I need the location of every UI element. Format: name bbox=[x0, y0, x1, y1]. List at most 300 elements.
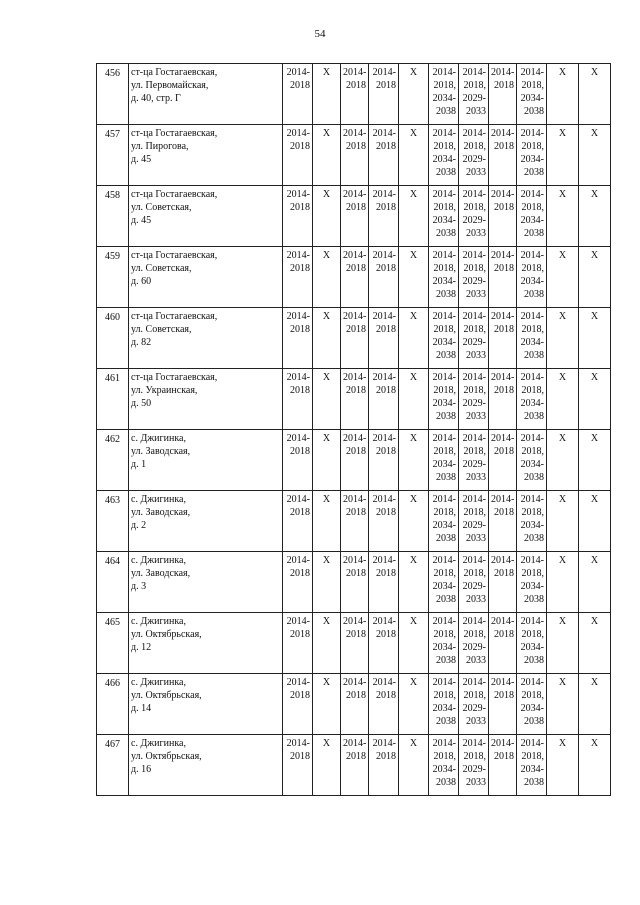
address-line: ул. Заводская, bbox=[131, 568, 191, 579]
mark-cell: X bbox=[313, 552, 341, 613]
mark-cell: X bbox=[313, 64, 341, 125]
period-line: 2018, bbox=[463, 141, 486, 152]
address-line: с. Джигинка, bbox=[131, 433, 186, 444]
period-cell bbox=[429, 247, 459, 308]
period-line: 2014- bbox=[372, 189, 396, 200]
mark-cell: X bbox=[547, 308, 579, 369]
period-line: 2014- bbox=[286, 738, 310, 749]
period-cell bbox=[459, 308, 489, 369]
mark-cell: X bbox=[313, 125, 341, 186]
address-line: д. 50 bbox=[131, 398, 152, 409]
period-line: 2014- bbox=[520, 311, 544, 322]
mark-cell: X bbox=[313, 491, 341, 552]
period-line: 2018, bbox=[521, 446, 544, 457]
period-line: 2014- bbox=[462, 494, 486, 505]
table-row bbox=[97, 430, 611, 491]
period-line: 2029- bbox=[462, 520, 486, 531]
period-line: 2014- bbox=[343, 433, 367, 444]
period-cell bbox=[429, 186, 459, 247]
period-line: 2014- bbox=[520, 494, 544, 505]
address-line: ул. Советская, bbox=[131, 202, 192, 213]
mark-cell: X bbox=[399, 125, 429, 186]
period-line: 2038 bbox=[524, 594, 544, 605]
period-cell bbox=[369, 674, 399, 735]
mark-cell: X bbox=[313, 735, 341, 796]
address-line: д. 45 bbox=[131, 154, 152, 165]
period-line: 2018 bbox=[346, 690, 366, 701]
mark-cell: X bbox=[547, 186, 579, 247]
period-line: 2018, bbox=[433, 629, 456, 640]
period-cell bbox=[369, 613, 399, 674]
period-line: 2038 bbox=[524, 533, 544, 544]
period-line: 2018, bbox=[463, 324, 486, 335]
mark-cell: X bbox=[579, 186, 611, 247]
period-line: 2014- bbox=[520, 67, 544, 78]
period-line: 2018 bbox=[494, 629, 514, 640]
address-line: ул. Советская, bbox=[131, 324, 192, 335]
period-cell bbox=[517, 430, 547, 491]
period-line: 2018 bbox=[494, 751, 514, 762]
period-line: 2014- bbox=[432, 250, 456, 261]
period-line: 2034- bbox=[520, 520, 544, 531]
address-cell bbox=[129, 125, 283, 186]
address-line: ст-ца Гостагаевская, bbox=[131, 372, 218, 383]
period-line: 2014- bbox=[286, 250, 310, 261]
address-cell bbox=[129, 308, 283, 369]
mark-cell: X bbox=[547, 674, 579, 735]
period-line: 2034- bbox=[520, 764, 544, 775]
row-number: 461 bbox=[97, 369, 129, 430]
table-row bbox=[97, 674, 611, 735]
period-line: 2014- bbox=[462, 67, 486, 78]
period-line: 2014- bbox=[520, 555, 544, 566]
period-line: 2034- bbox=[432, 520, 456, 531]
period-cell bbox=[341, 735, 369, 796]
period-cell bbox=[283, 430, 313, 491]
period-line: 2014- bbox=[520, 372, 544, 383]
period-line: 2033 bbox=[466, 472, 486, 483]
period-cell bbox=[459, 125, 489, 186]
period-line: 2014- bbox=[491, 250, 515, 261]
period-cell bbox=[489, 674, 517, 735]
address-line: д. 14 bbox=[131, 703, 152, 714]
mark-cell: X bbox=[547, 491, 579, 552]
period-line: 2018 bbox=[494, 263, 514, 274]
period-line: 2018 bbox=[290, 568, 310, 579]
period-line: 2038 bbox=[436, 228, 456, 239]
period-line: 2018, bbox=[521, 385, 544, 396]
period-line: 2038 bbox=[436, 350, 456, 361]
period-line: 2014- bbox=[462, 372, 486, 383]
period-line: 2034- bbox=[520, 642, 544, 653]
table-row bbox=[97, 735, 611, 796]
period-line: 2033 bbox=[466, 289, 486, 300]
period-line: 2014- bbox=[432, 738, 456, 749]
period-line: 2018, bbox=[463, 385, 486, 396]
period-line: 2034- bbox=[520, 276, 544, 287]
period-cell bbox=[369, 369, 399, 430]
period-line: 2034- bbox=[520, 703, 544, 714]
period-line: 2033 bbox=[466, 106, 486, 117]
mark-cell: X bbox=[579, 552, 611, 613]
period-line: 2014- bbox=[462, 250, 486, 261]
period-line: 2038 bbox=[436, 533, 456, 544]
period-line: 2014- bbox=[343, 128, 367, 139]
mark-cell: X bbox=[547, 552, 579, 613]
period-cell bbox=[283, 308, 313, 369]
period-cell bbox=[341, 369, 369, 430]
period-line: 2018 bbox=[290, 751, 310, 762]
period-line: 2014- bbox=[432, 372, 456, 383]
period-line: 2034- bbox=[432, 154, 456, 165]
mark-cell: X bbox=[313, 369, 341, 430]
period-line: 2029- bbox=[462, 154, 486, 165]
mark-cell: X bbox=[547, 125, 579, 186]
period-line: 2014- bbox=[432, 433, 456, 444]
period-line: 2014- bbox=[286, 433, 310, 444]
address-line: с. Джигинка, bbox=[131, 555, 186, 566]
period-cell bbox=[459, 247, 489, 308]
address-line: д. 3 bbox=[131, 581, 147, 592]
address-cell bbox=[129, 491, 283, 552]
mark-cell: X bbox=[579, 735, 611, 796]
period-line: 2014- bbox=[372, 372, 396, 383]
row-number: 462 bbox=[97, 430, 129, 491]
period-line: 2029- bbox=[462, 703, 486, 714]
period-cell bbox=[517, 308, 547, 369]
period-line: 2034- bbox=[432, 703, 456, 714]
mark-cell: X bbox=[547, 369, 579, 430]
period-line: 2018 bbox=[346, 202, 366, 213]
address-line: ст-ца Гостагаевская, bbox=[131, 128, 218, 139]
period-line: 2038 bbox=[524, 289, 544, 300]
address-line: д. 2 bbox=[131, 520, 147, 531]
period-line: 2018 bbox=[494, 507, 514, 518]
period-cell bbox=[489, 247, 517, 308]
period-line: 2014- bbox=[491, 616, 515, 627]
period-line: 2033 bbox=[466, 777, 486, 788]
period-line: 2018, bbox=[463, 446, 486, 457]
period-cell bbox=[283, 735, 313, 796]
period-cell bbox=[489, 552, 517, 613]
period-line: 2014- bbox=[343, 555, 367, 566]
period-line: 2018, bbox=[463, 263, 486, 274]
period-line: 2018, bbox=[463, 507, 486, 518]
period-line: 2029- bbox=[462, 764, 486, 775]
address-line: д. 82 bbox=[131, 337, 152, 348]
period-cell bbox=[517, 491, 547, 552]
period-line: 2014- bbox=[432, 128, 456, 139]
mark-cell: X bbox=[399, 369, 429, 430]
period-line: 2014- bbox=[286, 128, 310, 139]
period-cell bbox=[489, 125, 517, 186]
period-line: 2018, bbox=[521, 202, 544, 213]
period-cell bbox=[369, 552, 399, 613]
period-line: 2014- bbox=[520, 677, 544, 688]
period-line: 2014- bbox=[372, 67, 396, 78]
address-line: ул. Советская, bbox=[131, 263, 192, 274]
period-line: 2014- bbox=[462, 616, 486, 627]
period-line: 2014- bbox=[372, 494, 396, 505]
period-line: 2014- bbox=[491, 677, 515, 688]
period-line: 2018, bbox=[463, 751, 486, 762]
period-line: 2034- bbox=[432, 93, 456, 104]
address-line: ул. Октябрьская, bbox=[131, 629, 202, 640]
period-line: 2018 bbox=[346, 263, 366, 274]
period-line: 2018 bbox=[346, 324, 366, 335]
address-line: ул. Заводская, bbox=[131, 507, 191, 518]
period-cell bbox=[341, 674, 369, 735]
period-line: 2018, bbox=[521, 507, 544, 518]
period-line: 2014- bbox=[491, 128, 515, 139]
period-cell bbox=[369, 186, 399, 247]
period-cell bbox=[517, 613, 547, 674]
period-line: 2018 bbox=[290, 141, 310, 152]
table-row bbox=[97, 308, 611, 369]
period-cell bbox=[283, 613, 313, 674]
period-line: 2014- bbox=[520, 616, 544, 627]
period-cell bbox=[517, 247, 547, 308]
period-line: 2018 bbox=[290, 629, 310, 640]
period-line: 2018 bbox=[376, 629, 396, 640]
period-line: 2014- bbox=[491, 433, 515, 444]
period-line: 2018, bbox=[463, 202, 486, 213]
period-cell bbox=[341, 125, 369, 186]
row-number: 463 bbox=[97, 491, 129, 552]
period-line: 2034- bbox=[520, 459, 544, 470]
row-number: 460 bbox=[97, 308, 129, 369]
period-cell bbox=[489, 369, 517, 430]
address-line: д. 60 bbox=[131, 276, 152, 287]
period-line: 2033 bbox=[466, 350, 486, 361]
mark-cell: X bbox=[547, 735, 579, 796]
period-line: 2014- bbox=[462, 677, 486, 688]
period-line: 2018, bbox=[433, 141, 456, 152]
period-line: 2014- bbox=[520, 128, 544, 139]
address-line: ст-ца Гостагаевская, bbox=[131, 67, 218, 78]
period-line: 2014- bbox=[462, 738, 486, 749]
mark-cell: X bbox=[579, 308, 611, 369]
period-line: 2018, bbox=[463, 629, 486, 640]
period-line: 2033 bbox=[466, 533, 486, 544]
period-line: 2018 bbox=[494, 80, 514, 91]
period-line: 2018, bbox=[521, 263, 544, 274]
mark-cell: X bbox=[547, 613, 579, 674]
period-line: 2018, bbox=[433, 385, 456, 396]
address-cell bbox=[129, 735, 283, 796]
period-line: 2018 bbox=[290, 80, 310, 91]
period-line: 2018, bbox=[521, 629, 544, 640]
address-line: с. Джигинка, bbox=[131, 677, 186, 688]
period-line: 2034- bbox=[432, 398, 456, 409]
period-cell bbox=[517, 674, 547, 735]
period-line: 2033 bbox=[466, 655, 486, 666]
address-cell bbox=[129, 369, 283, 430]
period-line: 2014- bbox=[286, 311, 310, 322]
mark-cell: X bbox=[313, 247, 341, 308]
period-line: 2018 bbox=[346, 446, 366, 457]
period-line: 2029- bbox=[462, 642, 486, 653]
address-line: ул. Октябрьская, bbox=[131, 690, 202, 701]
period-line: 2029- bbox=[462, 398, 486, 409]
address-cell bbox=[129, 552, 283, 613]
period-line: 2014- bbox=[286, 555, 310, 566]
address-line: с. Джигинка, bbox=[131, 494, 186, 505]
period-line: 2014- bbox=[286, 494, 310, 505]
address-line: ст-ца Гостагаевская, bbox=[131, 311, 218, 322]
period-line: 2038 bbox=[524, 777, 544, 788]
period-line: 2018 bbox=[290, 202, 310, 213]
period-cell bbox=[369, 308, 399, 369]
period-line: 2014- bbox=[432, 189, 456, 200]
mark-cell: X bbox=[579, 125, 611, 186]
period-line: 2014- bbox=[343, 738, 367, 749]
period-line: 2034- bbox=[520, 581, 544, 592]
period-cell bbox=[517, 64, 547, 125]
address-line: ул. Заводская, bbox=[131, 446, 191, 457]
period-cell bbox=[341, 552, 369, 613]
period-cell bbox=[489, 735, 517, 796]
period-line: 2018 bbox=[290, 507, 310, 518]
period-cell bbox=[283, 64, 313, 125]
period-cell bbox=[429, 369, 459, 430]
period-cell bbox=[459, 64, 489, 125]
address-cell bbox=[129, 430, 283, 491]
period-line: 2018, bbox=[521, 568, 544, 579]
period-cell bbox=[341, 186, 369, 247]
period-line: 2029- bbox=[462, 459, 486, 470]
period-cell bbox=[429, 613, 459, 674]
period-line: 2014- bbox=[462, 128, 486, 139]
period-cell bbox=[369, 430, 399, 491]
period-line: 2018 bbox=[290, 263, 310, 274]
mark-cell: X bbox=[313, 613, 341, 674]
period-line: 2018 bbox=[376, 568, 396, 579]
row-number: 465 bbox=[97, 613, 129, 674]
period-cell bbox=[429, 430, 459, 491]
period-line: 2014- bbox=[286, 616, 310, 627]
row-number: 466 bbox=[97, 674, 129, 735]
period-line: 2034- bbox=[520, 154, 544, 165]
period-cell bbox=[459, 674, 489, 735]
period-line: 2038 bbox=[436, 655, 456, 666]
period-line: 2018, bbox=[521, 80, 544, 91]
period-cell bbox=[429, 491, 459, 552]
period-line: 2018 bbox=[346, 568, 366, 579]
period-line: 2018 bbox=[346, 507, 366, 518]
period-line: 2014- bbox=[491, 738, 515, 749]
period-line: 2014- bbox=[286, 677, 310, 688]
table-row bbox=[97, 186, 611, 247]
period-line: 2014- bbox=[343, 250, 367, 261]
period-line: 2018, bbox=[521, 690, 544, 701]
period-line: 2014- bbox=[372, 311, 396, 322]
period-line: 2038 bbox=[436, 594, 456, 605]
period-line: 2018 bbox=[290, 690, 310, 701]
period-line: 2018 bbox=[290, 385, 310, 396]
period-line: 2014- bbox=[462, 311, 486, 322]
period-line: 2034- bbox=[432, 215, 456, 226]
period-line: 2034- bbox=[432, 337, 456, 348]
period-line: 2014- bbox=[491, 311, 515, 322]
period-line: 2014- bbox=[432, 616, 456, 627]
mark-cell: X bbox=[313, 186, 341, 247]
period-line: 2018, bbox=[433, 568, 456, 579]
period-line: 2038 bbox=[524, 472, 544, 483]
row-number: 467 bbox=[97, 735, 129, 796]
table-row bbox=[97, 613, 611, 674]
table-body bbox=[97, 64, 611, 796]
period-line: 2014- bbox=[432, 494, 456, 505]
mark-cell: X bbox=[547, 247, 579, 308]
period-line: 2029- bbox=[462, 276, 486, 287]
period-line: 2018, bbox=[463, 690, 486, 701]
period-line: 2014- bbox=[343, 494, 367, 505]
period-line: 2033 bbox=[466, 167, 486, 178]
period-cell bbox=[429, 308, 459, 369]
period-line: 2018 bbox=[346, 80, 366, 91]
period-line: 2029- bbox=[462, 581, 486, 592]
table-row bbox=[97, 369, 611, 430]
period-line: 2038 bbox=[436, 716, 456, 727]
period-cell bbox=[459, 491, 489, 552]
mark-cell: X bbox=[313, 674, 341, 735]
period-line: 2018, bbox=[433, 80, 456, 91]
mark-cell: X bbox=[547, 64, 579, 125]
mark-cell: X bbox=[579, 64, 611, 125]
mark-cell: X bbox=[399, 674, 429, 735]
period-line: 2014- bbox=[372, 128, 396, 139]
period-cell bbox=[459, 552, 489, 613]
period-line: 2018 bbox=[376, 690, 396, 701]
period-line: 2018, bbox=[521, 141, 544, 152]
address-line: ул. Пирогова, bbox=[131, 141, 189, 152]
period-cell bbox=[489, 613, 517, 674]
table-row bbox=[97, 491, 611, 552]
period-cell bbox=[429, 125, 459, 186]
period-line: 2018 bbox=[376, 751, 396, 762]
address-line: д. 40, стр. Г bbox=[131, 93, 181, 104]
row-number: 456 bbox=[97, 64, 129, 125]
period-line: 2018 bbox=[376, 324, 396, 335]
mark-cell: X bbox=[313, 308, 341, 369]
period-line: 2014- bbox=[462, 189, 486, 200]
period-line: 2014- bbox=[343, 189, 367, 200]
period-cell bbox=[283, 674, 313, 735]
mark-cell: X bbox=[399, 430, 429, 491]
period-line: 2018, bbox=[433, 507, 456, 518]
period-line: 2014- bbox=[520, 189, 544, 200]
period-line: 2034- bbox=[432, 581, 456, 592]
period-line: 2034- bbox=[432, 276, 456, 287]
period-cell bbox=[369, 247, 399, 308]
row-number: 458 bbox=[97, 186, 129, 247]
mark-cell: X bbox=[547, 430, 579, 491]
period-line: 2038 bbox=[524, 106, 544, 117]
mark-cell: X bbox=[399, 735, 429, 796]
period-line: 2014- bbox=[520, 433, 544, 444]
row-number: 457 bbox=[97, 125, 129, 186]
period-line: 2018, bbox=[433, 202, 456, 213]
period-line: 2014- bbox=[491, 67, 515, 78]
address-cell bbox=[129, 247, 283, 308]
address-cell bbox=[129, 186, 283, 247]
period-line: 2033 bbox=[466, 228, 486, 239]
period-cell bbox=[283, 186, 313, 247]
period-line: 2018 bbox=[346, 751, 366, 762]
period-line: 2018 bbox=[376, 385, 396, 396]
period-cell bbox=[517, 186, 547, 247]
